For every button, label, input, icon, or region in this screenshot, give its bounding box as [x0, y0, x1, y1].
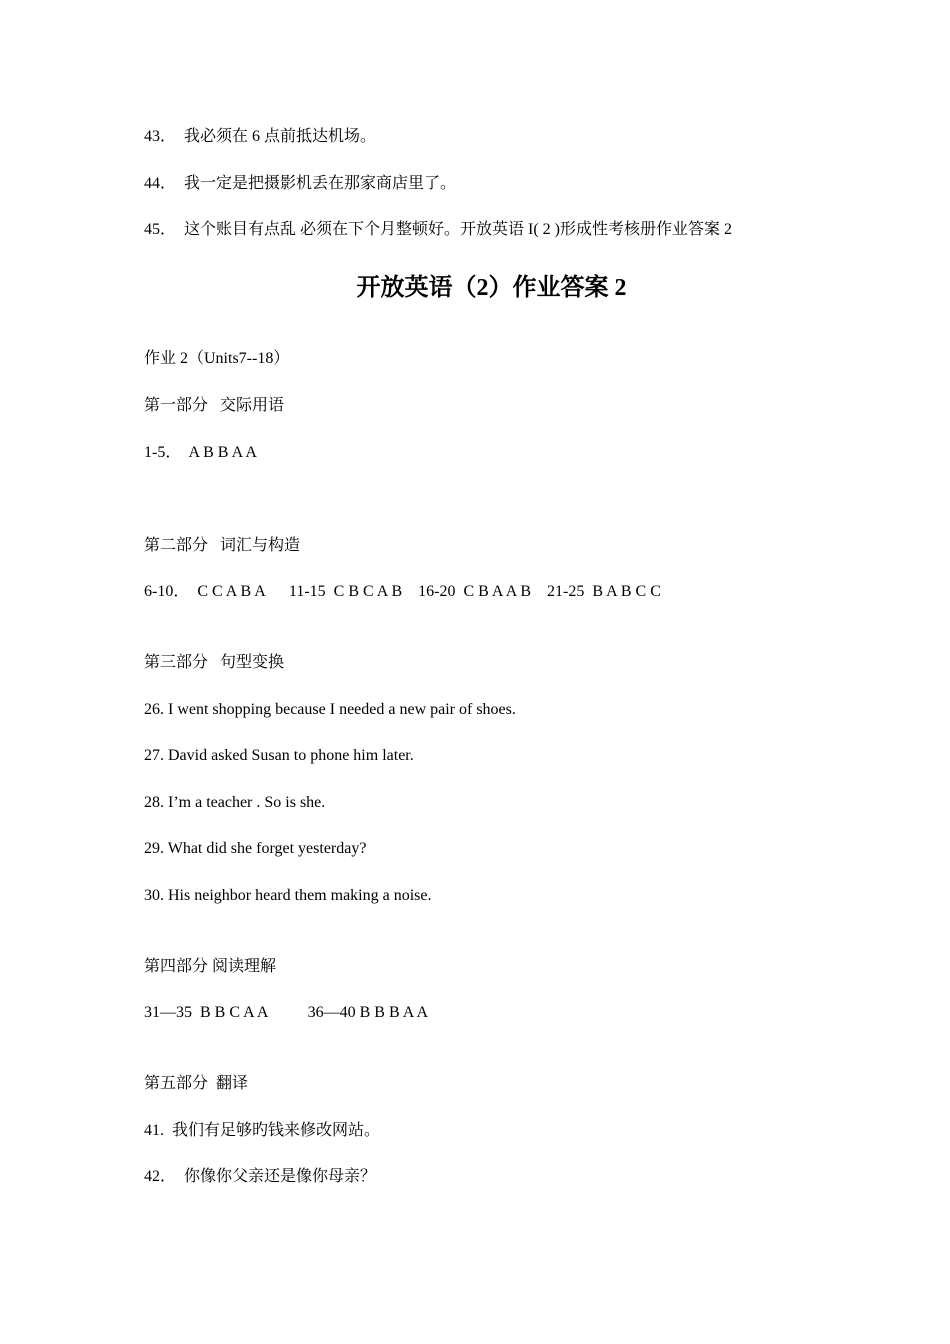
sentence-item-30: 30. His neighbor heard them making a noise. [144, 887, 432, 904]
sentence-item-26: 26. I went shopping because I needed a new pair of shoes. [144, 701, 516, 718]
translation-item-43: 43． 我必须在 6 点前抵达机场。 [144, 128, 377, 145]
part5-heading: 第五部分 翻译 [144, 1075, 249, 1092]
page-title: 开放英语（2）作业答案 2 [356, 275, 627, 301]
sentence-item-28: 28. I’m a teacher . So is she. [144, 794, 326, 811]
translation-item-44: 44． 我一定是把摄影机丢在那家商店里了。 [144, 175, 457, 192]
part1-heading: 第一部分 交际用语 [144, 397, 285, 414]
translation-item-42: 42． 你像你父亲还是像你母亲？ [144, 1168, 377, 1185]
part3-heading: 第三部分 句型变换 [144, 654, 285, 671]
sentence-item-27: 27. David asked Susan to phone him later. [144, 747, 414, 764]
translation-item-41: 41. 我们有足够旳钱来修改网站。 [144, 1122, 381, 1139]
assignment-label: 作业 2（Units7--18） [144, 350, 290, 367]
part2-heading: 第二部分 词汇与构造 [144, 537, 301, 554]
part4-heading: 第四部分 阅读理解 [144, 958, 277, 975]
sentence-item-29: 29. What did she forget yesterday? [144, 840, 367, 857]
part4-answers: 31—35 B B C A A 36—40 B B B A A [144, 1004, 429, 1021]
part1-answers: 1-5． A B B A A [144, 444, 257, 461]
part2-answers: 6-10． C C A B A 11-15 C B C A B 16-20 C B A A B 21-25 B A B C C [144, 583, 661, 600]
translation-item-45: 45． 这个账目有点乱 必须在下个月整顿好。开放英语 I( 2 )形成性考核册作业答案 2 [144, 221, 732, 238]
